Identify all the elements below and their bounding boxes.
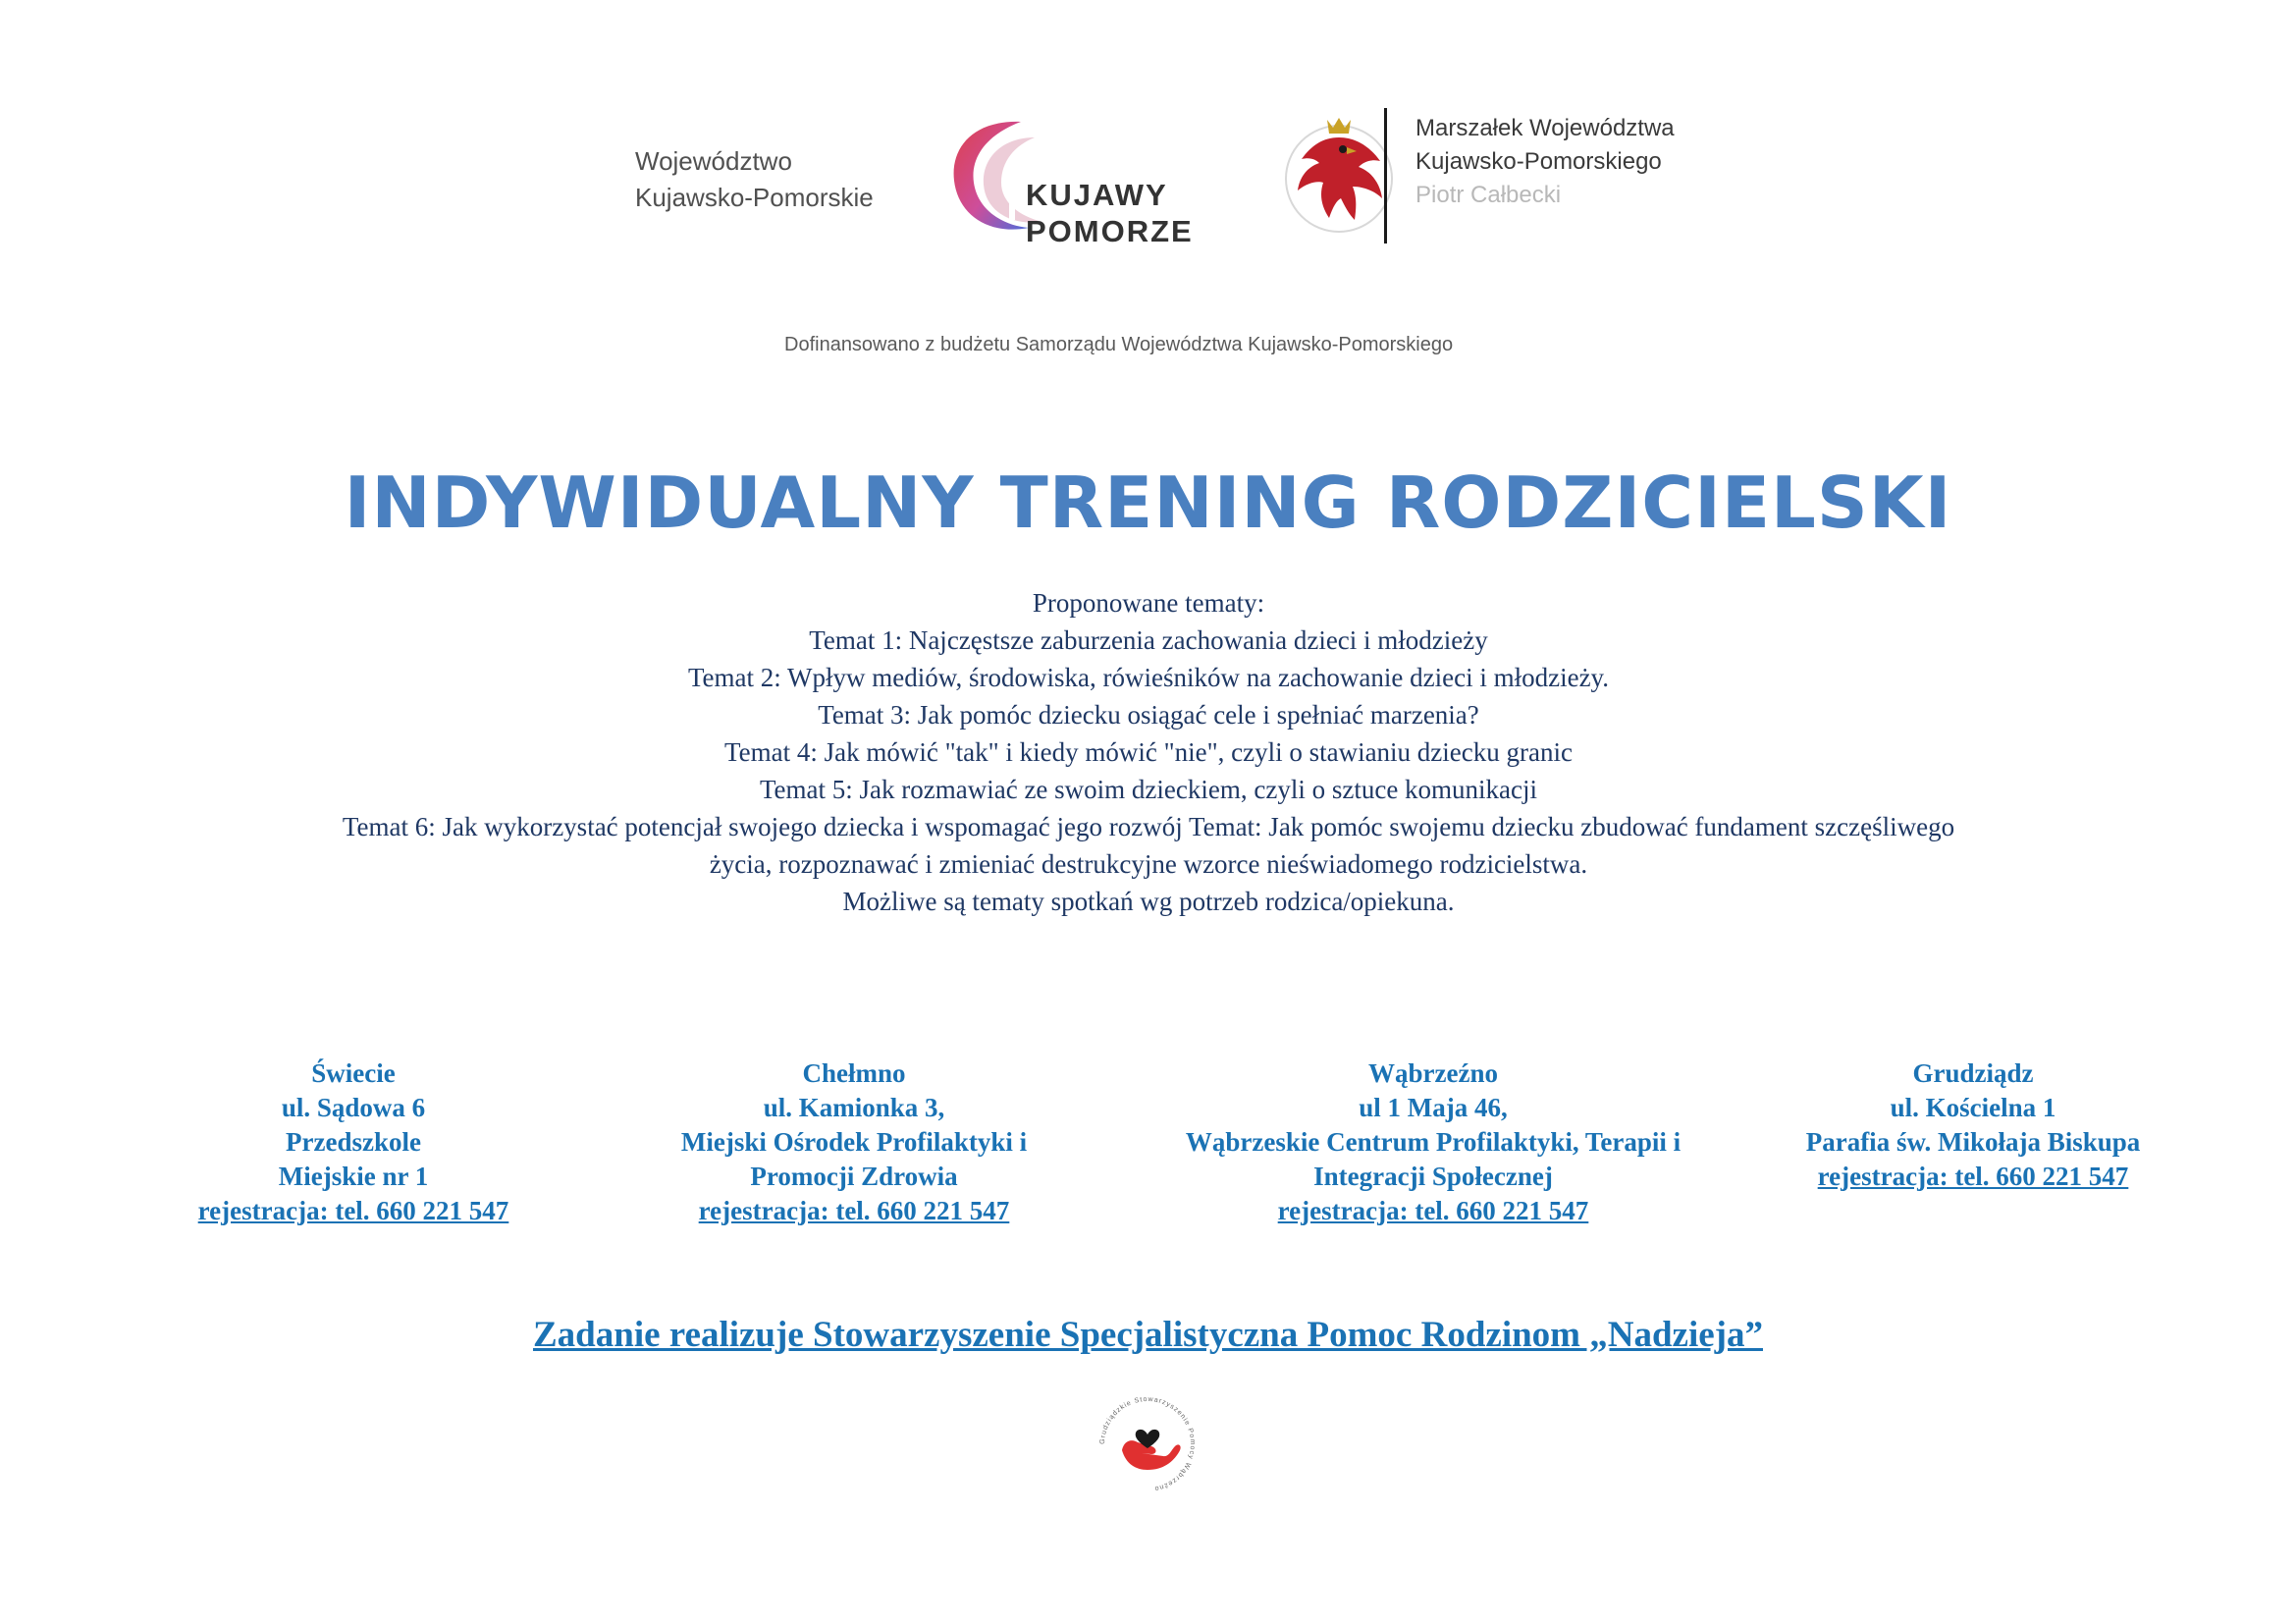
topic-line: życia, rozpoznawać i zmieniać destrukcyjne wzorce nieświadomego rodzicielstwa. <box>709 849 1588 879</box>
registration-link[interactable]: rejestracja: tel. 660 221 547 <box>1277 1196 1589 1225</box>
location-swiecie <box>177 1056 530 1228</box>
location-chelmno <box>628 1056 1080 1228</box>
location-address-line: Promocji Zdrowia <box>750 1162 958 1191</box>
topic-line: Temat 6: Jak wykorzystać potencjał swojego dziecka i wspomagać jego rozwój Temat: Jak pomóc swojemu dziecku zbudować fundament szczęśliwego <box>342 812 1955 841</box>
region-name-line1: Województwo <box>635 146 792 176</box>
location-city: Chełmno <box>802 1058 906 1088</box>
location-address-line: Parafia św. Mikołaja Biskupa <box>1805 1127 2141 1157</box>
topic-line: Temat 2: Wpływ mediów, środowiska, rówieśników na zachowanie dzieci i młodzieży. <box>687 663 1610 692</box>
topics-section <box>137 584 2160 920</box>
marshal-name: Piotr Całbecki <box>1415 182 1562 208</box>
stamp-ring-text: Grudziądzkie Stowarzyszenie Pomocy Wąbrzeźno <box>1098 1395 1197 1492</box>
location-address-line: ul 1 Maja 46, <box>1359 1093 1508 1122</box>
location-address-line: Miejski Ośrodek Profilaktyki i <box>680 1127 1028 1157</box>
topic-line: Temat 1: Najczęstsze zaburzenia zachowania dzieci i młodzieży <box>809 625 1488 655</box>
brand-line1: KUJAWY <box>1026 178 1168 212</box>
location-wabrzezno <box>1129 1056 1737 1228</box>
location-address-line: Miejskie nr 1 <box>278 1162 429 1191</box>
logo-banner <box>546 69 1757 379</box>
registration-link[interactable]: rejestracja: tel. 660 221 547 <box>197 1196 509 1225</box>
location-address-line: ul. Sądowa 6 <box>281 1093 426 1122</box>
topics-note: Możliwe są tematy spotkań wg potrzeb rodzica/opiekuna. <box>842 887 1455 916</box>
marshal-line2: Kujawsko-Pomorskiego <box>1415 148 1662 175</box>
page-title: INDYWIDUALNY TRENING RODZICIELSKI <box>344 461 1952 544</box>
location-city: Grudziądz <box>1912 1058 2034 1088</box>
location-address-line: Przedszkole <box>286 1127 421 1157</box>
topic-line: Temat 5: Jak rozmawiać ze swoim dzieckiem, czyli o sztuce komunikacji <box>759 775 1538 804</box>
marshal-label <box>1415 112 1675 212</box>
logo-divider <box>1384 108 1387 244</box>
brand-line2: POMORZE <box>1026 214 1194 248</box>
organizer-link[interactable]: Zadanie realizuje Stowarzyszenie Specjalistyczna Pomoc Rodzinom „Nadzieja” <box>532 1315 1763 1355</box>
topic-line: Temat 3: Jak pomóc dziecku osiągać cele i spełniać marzenia? <box>818 700 1479 730</box>
kujawy-pomorze-logo <box>944 108 1194 248</box>
region-name-line2: Kujawsko-Pomorskie <box>635 183 874 212</box>
location-city: Świecie <box>311 1058 396 1088</box>
region-name <box>635 143 874 216</box>
location-address-line: ul. Kamionka 3, <box>763 1093 945 1122</box>
location-city: Wąbrzeźno <box>1368 1058 1498 1088</box>
registration-link[interactable]: rejestracja: tel. 660 221 547 <box>1817 1162 2129 1191</box>
location-grudziadz <box>1777 1056 2169 1194</box>
location-address-line: Wąbrzeskie Centrum Profilaktyki, Terapii i <box>1185 1127 1682 1157</box>
topic-line: Temat 4: Jak mówić "tak" i kiedy mówić "nie", czyli o stawianiu dziecku granic <box>724 737 1573 767</box>
marshal-line1: Marszałek Województwa <box>1415 115 1675 141</box>
location-address-line: Integracji Społecznej <box>1313 1162 1553 1191</box>
nadzieja-hand-heart-logo-icon <box>1093 1389 1202 1499</box>
topics-heading: Proponowane tematy: <box>1032 588 1265 618</box>
kujawy-pomorze-wordmark <box>1026 177 1194 249</box>
location-address-line: ul. Kościelna 1 <box>1890 1093 2056 1122</box>
registration-link[interactable]: rejestracja: tel. 660 221 547 <box>698 1196 1010 1225</box>
funding-note: Dofinansowano z budżetu Samorządu Województwa Kujawsko-Pomorskiego <box>784 334 1454 355</box>
